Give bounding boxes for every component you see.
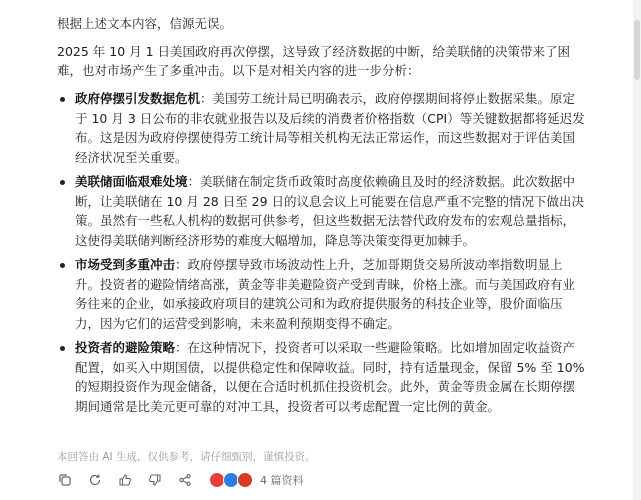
ai-disclaimer: 本回答由 AI 生成，仅供参考，请仔细甄别，谨慎投资。 bbox=[57, 451, 316, 463]
item-title: 投资者的避险策略 bbox=[75, 340, 176, 355]
item-title: 美联储面临艰难处境 bbox=[75, 174, 188, 189]
share-icon[interactable] bbox=[177, 472, 193, 488]
bullet-dot bbox=[60, 263, 65, 268]
thumbs-up-icon[interactable] bbox=[117, 472, 133, 488]
item-title: 政府停摆引发数据危机 bbox=[75, 91, 201, 106]
item-body: ：美国劳工统计局已明确表示，政府停摆期间将停止数据采集。原定于 10 月 3 日公布的非农就业报告以及后续的消费者价格指数（CPI）等关键数据都将延迟发布。这是因为政府停摆使得劳工统计局等相关机构无法正常运作，而这些数据对于评估美国经济状况至关重要。 bbox=[75, 91, 585, 165]
bullet-dot bbox=[60, 180, 65, 185]
sources-button[interactable] bbox=[209, 472, 304, 488]
item-body: ：在这种情况下，投资者可以采取一些避险策略。比如增加固定收益资产配置，如买入中期国债，以提供稳定性和保障收益。同时，持有适量现金，保留 5% 至 10% 的短期投资作为现金储备，以便在合适时机抓住投资机会。此外，黄金等贵金属在长期停摆期间通常是比美元更可靠的对冲工具，投资者可以考虑配置一定比例的黄金。 bbox=[75, 340, 585, 414]
answer-content bbox=[57, 14, 585, 421]
item-body: ：美联储在制定货币政策时高度依赖确且及时的经济数据。此次数据中断，让美联储在 10 月 28 日至 29 日的议息会议上可能要在信息严重不完整的情况下做出决策。虽然有一些私人机构的数据可供参考，但这些数据无法替代政府发布的宏观总量指标，这使得美联储判断经济形势的难度大幅增加，降息等决策变得更加棘手。 bbox=[75, 174, 585, 248]
list-item bbox=[57, 172, 585, 250]
answer-toolbar bbox=[57, 469, 304, 491]
list-item bbox=[57, 338, 585, 416]
source-logo-icon bbox=[237, 472, 253, 488]
analysis-list bbox=[57, 89, 585, 416]
scrollbar[interactable] bbox=[633, 0, 641, 500]
list-item bbox=[57, 255, 585, 333]
intro-text: 根据上述文本内容，信源无误。 bbox=[57, 16, 233, 31]
sources-count-label: 4 篇资料 bbox=[260, 474, 304, 487]
regenerate-icon[interactable] bbox=[87, 472, 103, 488]
list-item bbox=[57, 89, 585, 167]
thumbs-down-icon[interactable] bbox=[147, 472, 163, 488]
item-title: 市场受到多重冲击 bbox=[75, 257, 176, 272]
item-body: ：政府停摆导致市场波动性上升，芝加哥期货交易所波动率指数明显上升。投资者的避险情绪高涨，黄金等非美避险资产受到青睐，价格上涨。而与美国政府有业务往来的企业，如承接政府项目的建筑公司和为政府提供服务的科技企业等，股价面临压力，因为它们的运营受到影响，未来盈利预期变得不确定。 bbox=[75, 257, 576, 331]
summary-paragraph: 2025 年 10 月 1 日美国政府再次停摆，这导致了经济数据的中断，给美联储的决策带来了困难，也对市场产生了多重冲击。以下是对相关内容的进一步分析： bbox=[57, 44, 571, 78]
copy-icon[interactable] bbox=[57, 472, 73, 488]
scrollbar-thumb[interactable] bbox=[634, 20, 640, 80]
bullet-dot bbox=[60, 97, 65, 102]
bullet-dot bbox=[60, 346, 65, 351]
